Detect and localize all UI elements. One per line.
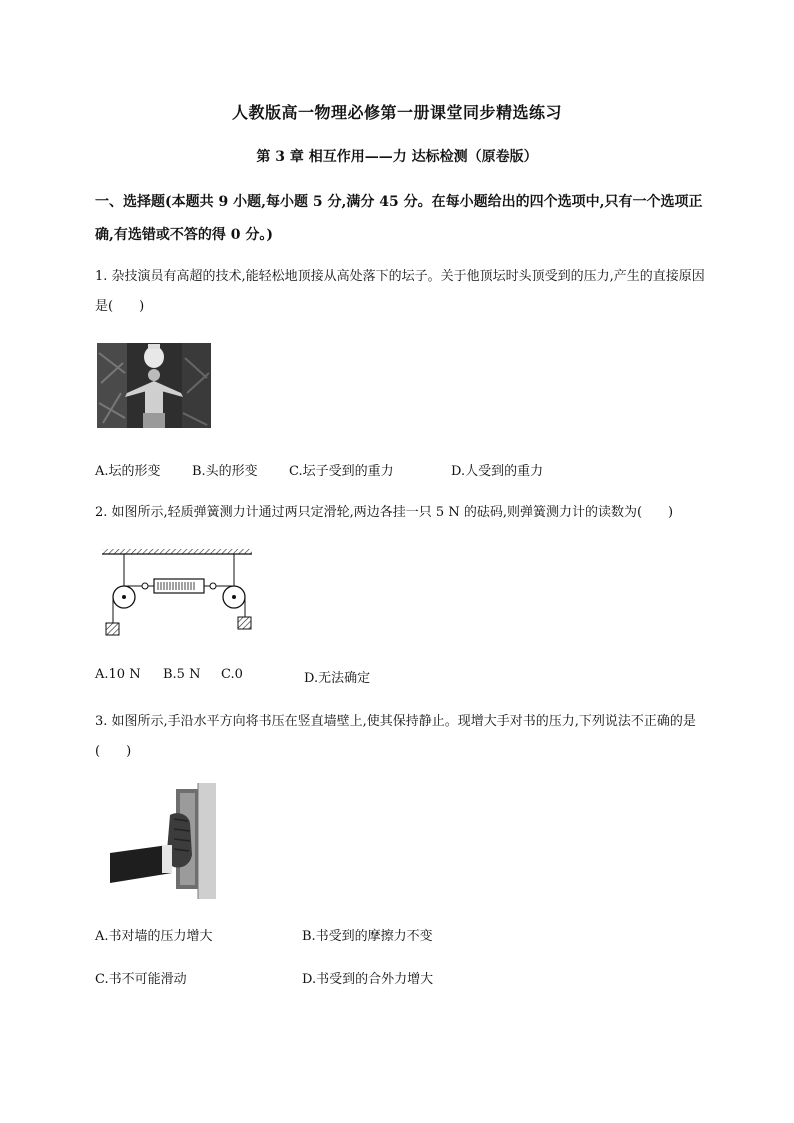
option-2b: B.5 N (163, 667, 201, 682)
option-1d: D.人受到的重力 (451, 464, 544, 479)
question-2-text: 2. 如图所示,轻质弹簧测力计通过两只定滑轮,两边各挂一只 5 N 的砝码,则弹簧测力计的读数为( ) (95, 505, 674, 520)
hand-book-photo (110, 783, 216, 899)
option-3d: D.书受到的合外力增大 (302, 972, 434, 987)
option-1a: A.坛的形变 (95, 464, 161, 479)
option-2c: C.0 (221, 667, 243, 682)
question-1-text: 1. 杂技演员有高超的技术,能轻松地顶接从高处落下的坛子。关于他顶坛时头顶受到的压力,产生的直接原因是( ) (95, 269, 705, 314)
pulley-diagram (100, 545, 260, 639)
section-heading: 一、选择题(本题共 9 小题,每小题 5 分,满分 45 分。在每小题给出的四个选项中,只有一个选项正确,有选错或不答的得 0 分。) (95, 194, 703, 243)
option-1c: C.坛子受到的重力 (289, 464, 394, 479)
option-1b: B.头的形变 (192, 464, 258, 479)
question-3-text: 3. 如图所示,手沿水平方向将书压在竖直墙壁上,使其保持静止。现增大手对书的压力,下列说法不正确的是( ) (95, 714, 696, 759)
acrobat-illustration (97, 343, 211, 428)
chapter-subtitle: 第 3 章 相互作用——力 达标检测（原卷版） (256, 149, 538, 165)
acrobat-photo (97, 343, 211, 428)
option-3c: C.书不可能滑动 (95, 972, 187, 987)
option-2a: A.10 N (95, 667, 141, 682)
option-3a: A.书对墙的压力增大 (95, 929, 213, 944)
page-title: 人教版高一物理必修第一册课堂同步精选练习 (231, 103, 562, 122)
option-3b: B.书受到的摩擦力不变 (302, 929, 433, 944)
option-2d: D.无法确定 (304, 671, 371, 686)
hand-pressing-book-illustration (110, 783, 216, 899)
pulley-spring-scale-figure (100, 545, 260, 639)
